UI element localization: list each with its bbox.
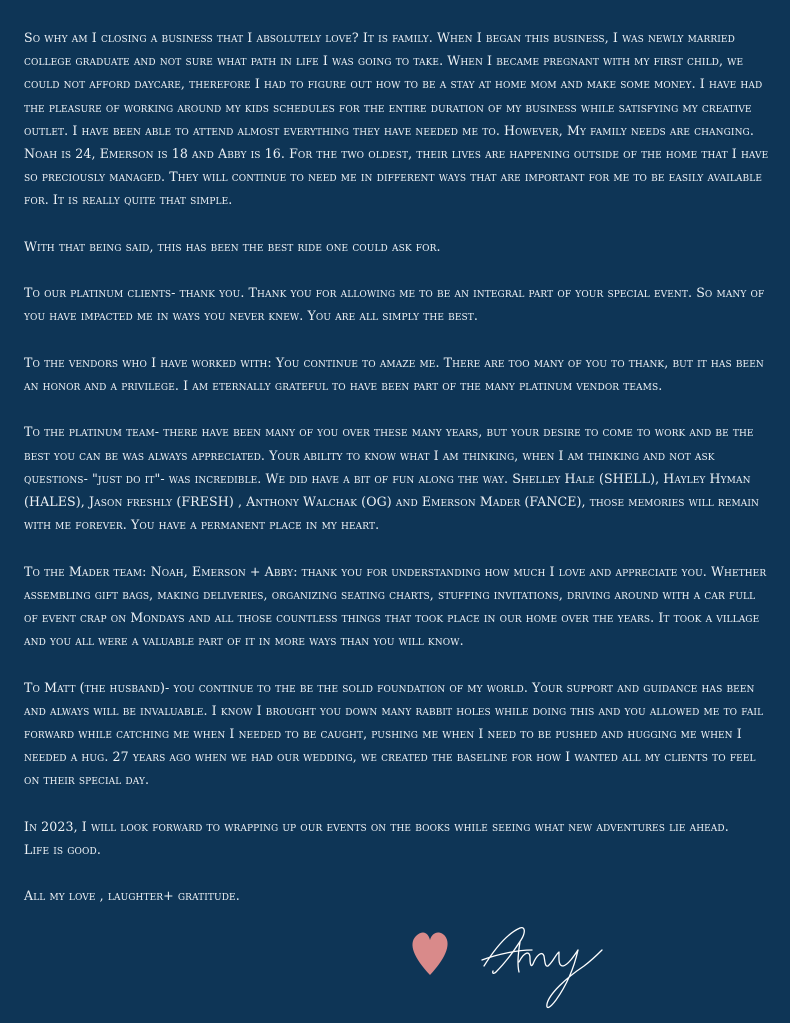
- paragraph-closing-reason: So why am I closing a business that I absolutely love? It is family. When I began this business, I was newly married college graduate and not sure what path in life I was going to take. When I became pregnant with my first child, we could not afford daycare, therefore I had to figure out how to be a stay at home mom and make some money. I have had the pleasure of working around my kids schedules for the entire duration of my business while satisfying my creative outlet. I have been able to attend almost everything they have needed me to. However, My family needs are changing. Noah is 24, Emerson is 18 and Abby is 16. For the two oldest, their lives are happening outside of the home that I have so preciously managed. They will continue to need me in different ways that are important for me to be easily available for. It is really quite that simple.: [24, 30, 769, 208]
- paragraph-2023: In 2023, I will look forward to wrapping up our events on the books while seeing what new adventures lie ahead.: [24, 818, 729, 834]
- sign-off: All my love , laughter+ gratitude.: [24, 888, 240, 904]
- signature-script-amy: [482, 928, 602, 1008]
- letter-body: [24, 26, 772, 908]
- heart-icon: [412, 933, 447, 975]
- signature: [408, 920, 628, 1020]
- paragraph-clients: To our platinum clients- thank you. Thank you for allowing me to be an integral part of your special event. So many of you have impacted me in ways you never knew. You are all simply the best.: [24, 285, 765, 324]
- closing-line: Life is good.: [24, 842, 101, 857]
- paragraph-mader-team: To the Mader team: Noah, Emerson + Abby: thank you for understanding how much I love and appreciate you. Whether assembling gift bags, making deliveries, organizing seating charts, stuffing invitations, driving around with a car full of event crap on Mondays and all those countless things that took place in our home over the years. It took a village and you all were a valuable part of it in more ways than you will know.: [24, 563, 767, 649]
- paragraph-husband: To Matt (the husband)- you continue to the be the solid foundation of my world. Your support and guidance has been and always will be invaluable. I know I brought you down many rabbit holes while doing this and you allowed me to fail forward while catching me when I needed to be caught, pushing me when I need to be pushed and hugging me when I needed a hug. 27 years ago when we had our wedding, we created the baseline for how I wanted all my clients to feel on their special day.: [24, 679, 764, 788]
- paragraph-platinum-team: To the platinum team- there have been many of you over these many years, but your desire to come to work and be the best you can be was always appreciated. Your ability to know what I am thinking, when I am thinking and not ask questions- "just do it"- was incredible. We did have a bit of fun along the way. Shelley Hale (SHELL), Hayley Hyman (HALES), Jason freshly (FRESH) , Anthony Walchak (OG) and Emerson Mader (FANCE), those memories will remain with me forever. You have a permanent place in my heart.: [24, 424, 760, 533]
- paragraph-vendors: To the vendors who I have worked with: You continue to amaze me. There are too many of you to thank, but it has been an honor and a privilege. I am eternally grateful to have been part of the many platinum vendor teams.: [24, 354, 764, 393]
- paragraph-best-ride: With that being said, this has been the best ride one could ask for.: [24, 238, 441, 254]
